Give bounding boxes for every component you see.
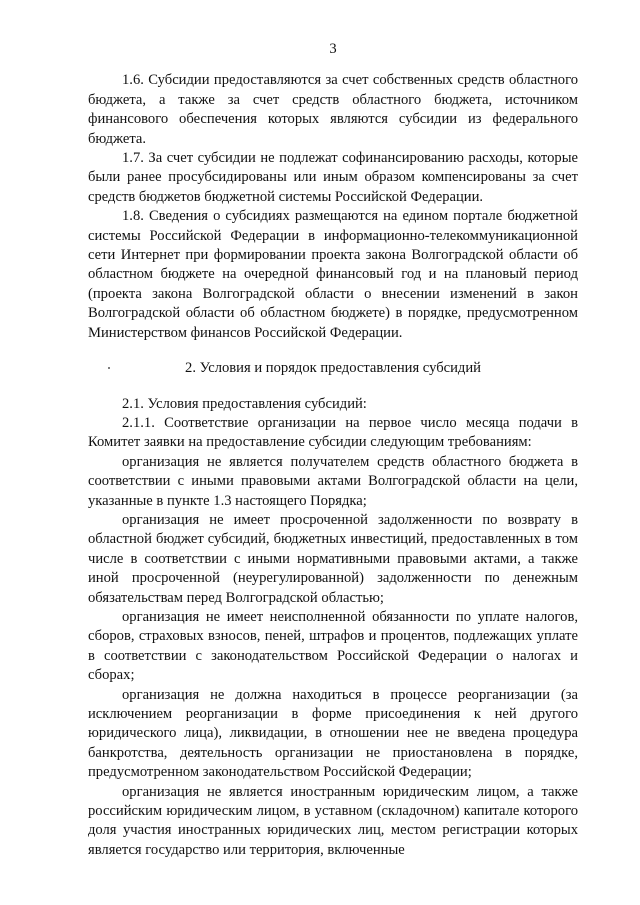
page-number: 3 xyxy=(329,41,337,57)
requirement-item: организация не является получателем средств областного бюджета в соответствии с иными правовыми актами Волгоградской области на цели, указанные в пункте 1.3 настоящего Порядка; xyxy=(88,453,578,509)
document-page xyxy=(88,40,578,860)
requirement-item: организация не должна находиться в процессе реорганизации (за исключением реорганизации в форме присоединения к ней другого юридического лица), ликвидации, в отношении нее не введена процедура банкротства, деятельность организации не приостановлена в порядке, предусмотренном законодательством Российской Федерации; xyxy=(88,686,578,781)
requirement-item: организация не является иностранным юридическим лицом, а также российским юридическим лицом, в уставном (складочном) капитале которого доля участия иностранных юридических лиц, местом регистрации которых является государство или территория, включенные xyxy=(88,783,578,858)
paragraph-1-7: 1.7. За счет субсидии не подлежат софинансированию расходы, которые были ранее просубсидированы или иным образом компенсированы за счет средств бюджетов бюджетной системы Российской Федерации. xyxy=(88,150,578,205)
paragraph-1-6: 1.6. Субсидии предоставляются за счет собственных средств областного бюджета, а также за счет средств областного бюджета, источником финансового обеспечения которых являются субсидии из федерального бюджета. xyxy=(88,72,578,147)
requirement-item: организация не имеет неисполненной обязанности по уплате налогов, сборов, страховых взносов, пеней, штрафов и процентов, подлежащих уплате в соответствии с законодательством Российской Федерации о налогах и сборах; xyxy=(88,608,578,684)
paragraph-1-8: 1.8. Сведения о субсидиях размещаются на едином портале бюджетной системы Российской Федерации в информационно-телекоммуникационной сети Интернет при формировании проекта закона Волгоградской области об областном бюджете на очередной финансовый год и на плановый период (проекта закона Волгоградской области о внесении изменений в закон Волгоградской области об областном бюджете) в порядке, предусмотренном Министерством финансов Российской Федерации. xyxy=(88,208,578,341)
paragraph-2-1-1: 2.1.1. Соответствие организации на первое число месяца подачи в Комитет заявки на предоставление субсидии следующим требованиям: xyxy=(88,414,578,451)
section-heading: 2. Условия и порядок предоставления субсидий xyxy=(185,360,481,377)
paragraph-2-1: 2.1. Условия предоставления субсидий: xyxy=(122,395,367,412)
requirement-item: организация не имеет просроченной задолженности по возврату в областной бюджет субсидий, бюджетных инвестиций, предоставленных в том числе в соответствии с иными нормативными правовыми актами, а также иной просроченной (неурегулированной) задолженности по денежным обязательствам перед Волгоградской областью; xyxy=(88,511,578,606)
